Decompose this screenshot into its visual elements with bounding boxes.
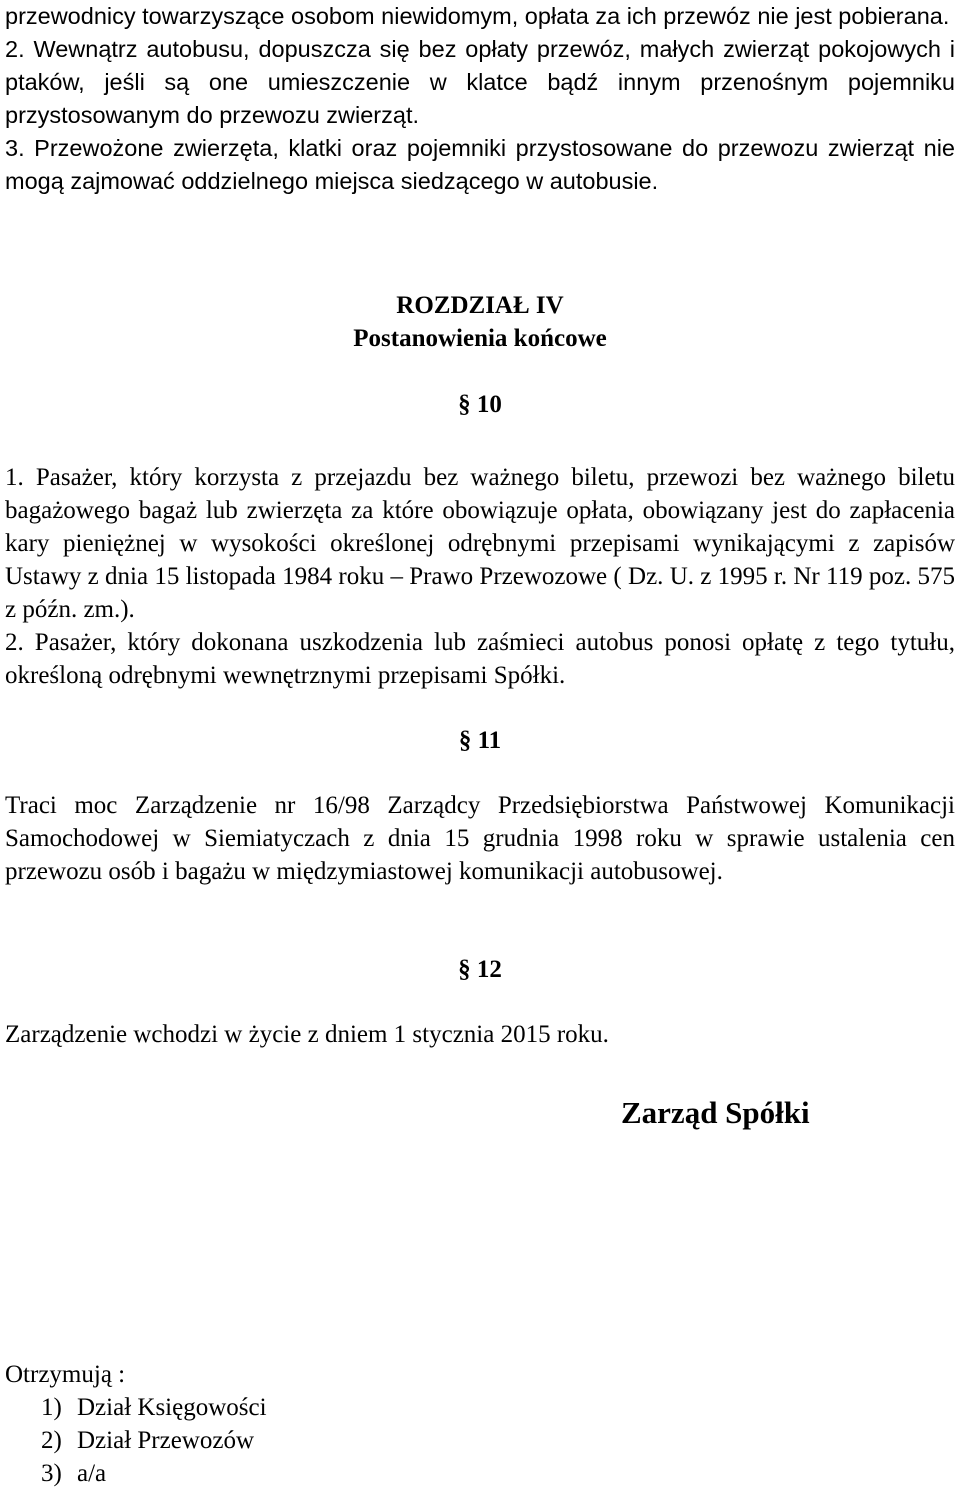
recipient-number: 3) — [41, 1460, 62, 1487]
section-12-mark: § 12 — [458, 956, 502, 983]
recipient-number: 2) — [41, 1427, 62, 1454]
recipients-list — [5, 1391, 267, 1490]
recipient-item — [41, 1424, 267, 1457]
chapter-title: ROZDZIAŁ IV — [396, 292, 564, 319]
recipient-label: a/a — [77, 1460, 107, 1487]
recipient-item — [41, 1391, 267, 1424]
section-10-item1: 1. Pasażer, który korzysta z przejazdu bez ważnego biletu, przewozi bez ważnego biletu bagażowego bagaż lub zwierzęta za które obowiązuje opłata, obowiązany jest do zapłacenia kary pieniężnej w wysokości określonej odrębnymi przepisami wynikającymi z zapisów Ustawy z dnia 15 listopada 1984 roku – Prawo Przewozowe ( Dz. U. z 1995 r. Nr 119 poz. 575 z późn. zm.). — [5, 464, 955, 623]
section-11-mark: § 11 — [458, 727, 502, 754]
section-11-body — [5, 789, 955, 888]
recipient-label: Dział Przewozów — [77, 1427, 255, 1454]
section-12-text: Zarządzenie wchodzi w życie z dniem 1 stycznia 2015 roku. — [5, 1021, 609, 1048]
section-10-item2: 2. Pasażer, który dokonana uszkodzenia lub zaśmieci autobus ponosi opłatę z tego tytułu, określoną odrębnymi wewnętrznymi przepisami Spółki. — [5, 629, 955, 689]
section-12-body — [5, 1018, 955, 1051]
recipient-item — [41, 1457, 267, 1490]
section-10-mark: § 10 — [458, 391, 502, 418]
top-section — [5, 0, 955, 198]
recipients-heading: Otrzymują : — [5, 1361, 126, 1388]
item2-paragraph: 2. Wewnątrz autobusu, dopuszcza się bez opłaty przewóz, małych zwierząt pokojowych i ptaków, jeśli są one umieszczenie w klatce bądź innym przenośnym pojemniku przystosowanym do przewozu zwierząt. — [5, 36, 955, 128]
item3-paragraph: 3. Przewożone zwierzęta, klatki oraz pojemniki przystosowane do przewozu zwierząt nie mogą zajmować oddzielnego miejsca siedzącego w autobusie. — [5, 135, 955, 194]
chapter-subtitle: Postanowienia końcowe — [353, 325, 607, 352]
signature-board: Zarząd Spółki — [621, 1095, 810, 1130]
recipient-label: Dział Księgowości — [77, 1394, 267, 1421]
section-10-body — [5, 461, 955, 692]
item1-tail-paragraph: przewodnicy towarzyszące osobom niewidomym, opłata za ich przewóz nie jest pobierana. — [5, 3, 950, 29]
recipient-number: 1) — [41, 1394, 62, 1421]
recipients-block — [5, 1358, 267, 1490]
section-11-text: Traci moc Zarządzenie nr 16/98 Zarządcy Przedsiębiorstwa Państwowej Komunikacji Samochodowej w Siemiatyczach z dnia 15 grudnia 1998 roku w sprawie ustalenia cen przewozu osób i bagażu w międzymiastowej komunikacji autobusowej. — [5, 792, 955, 885]
